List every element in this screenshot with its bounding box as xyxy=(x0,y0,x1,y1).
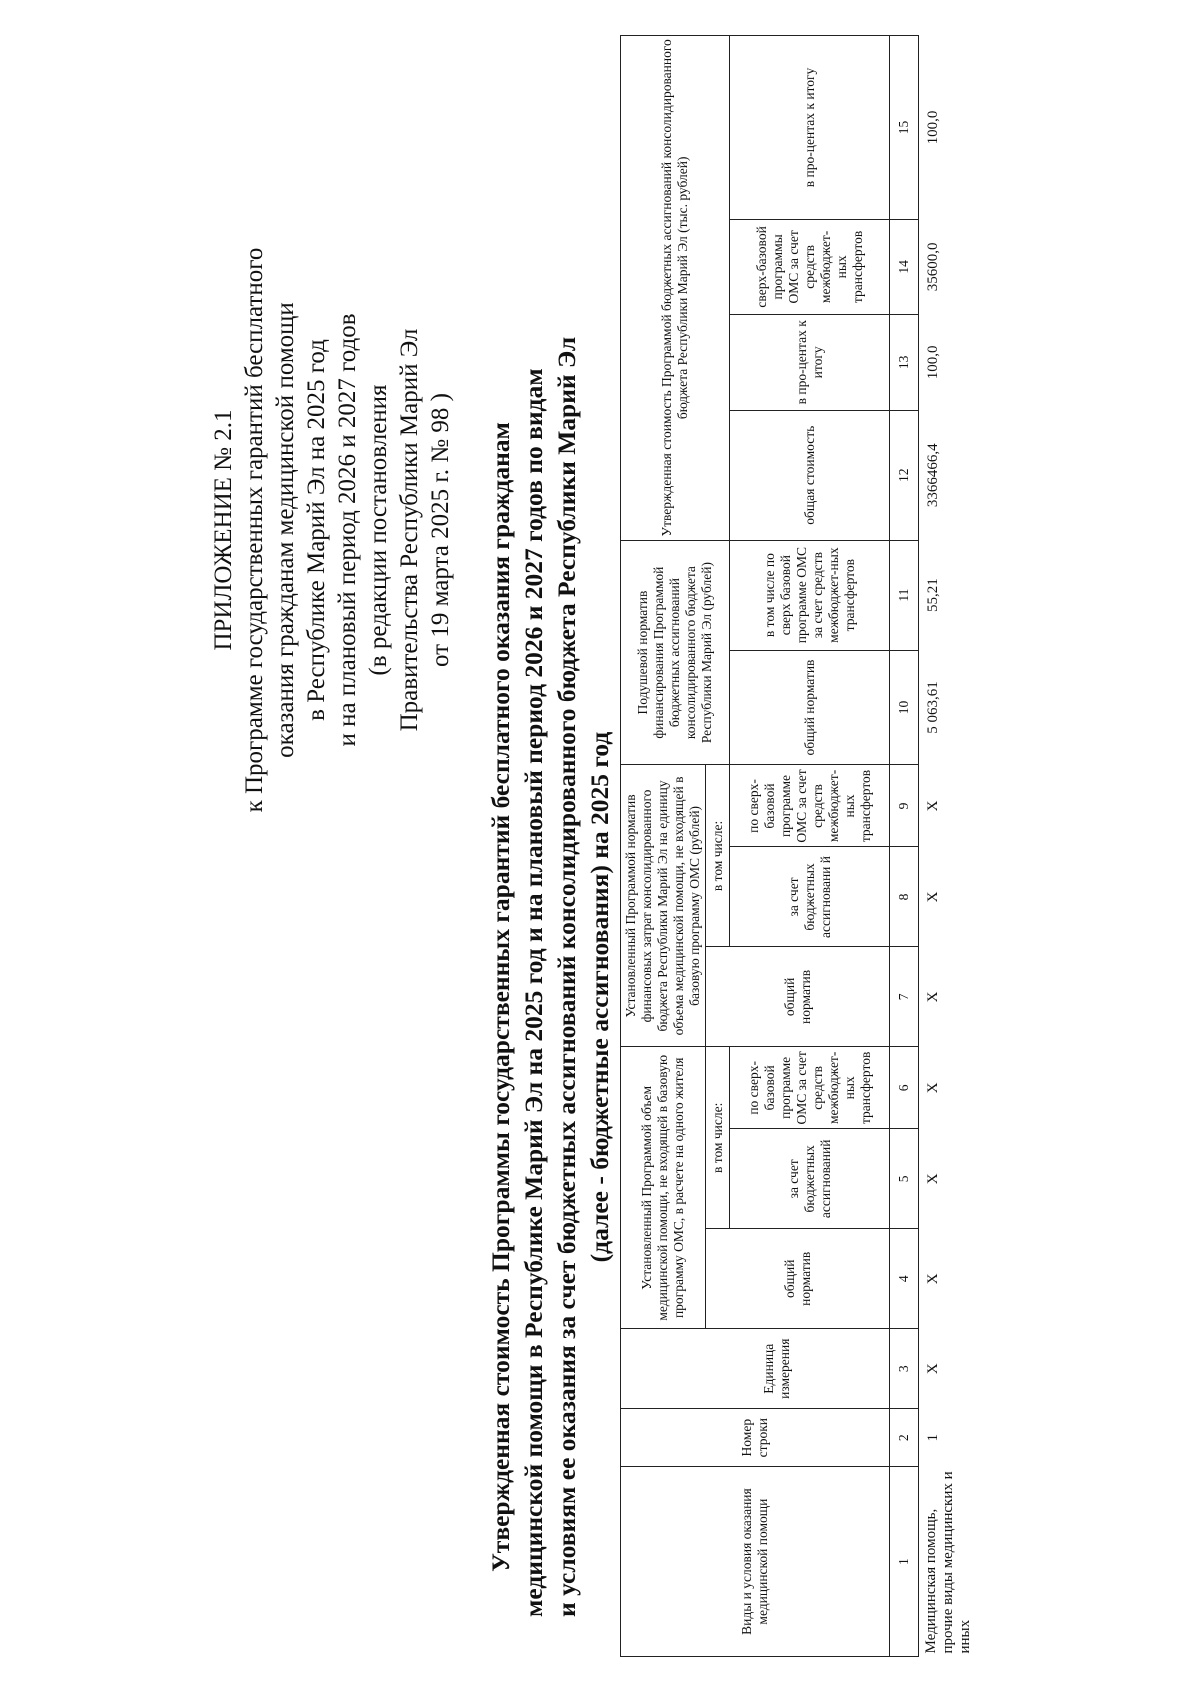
row-cell: 100,0 xyxy=(925,345,941,380)
header-volume-group: Установленный Программой объем медицинской помощи, не входящей в базовую программу ОМС, в расчете на одного жителя xyxy=(621,1047,706,1329)
header-approved-group: Утвержденная стоимость Программой бюджетных ассигнований консолидированного бюджета Республики Марий Эл (тыс. рублей) xyxy=(621,36,730,541)
row-cell: 1 xyxy=(925,1433,941,1442)
column-number: 15 xyxy=(890,36,919,220)
header-unit: Единица измерения xyxy=(621,1329,890,1409)
header-total-norm-10: общий норматив xyxy=(730,650,890,765)
header-types-conditions: Виды и условия оказания медицинской помощи xyxy=(621,1467,890,1657)
header-percapita-group: Подушевой норматив финансирования Программой бюджетных ассигнований консолидированного бюджета Республики Марий Эл (рублей) xyxy=(621,540,730,765)
row-cell: Х xyxy=(925,1173,941,1185)
column-number: 2 xyxy=(890,1409,919,1467)
column-number: 9 xyxy=(890,765,919,847)
header-cost-group: Установленный Программой норматив финансовых затрат консолидированного бюджета Республики Марий Эл на единицу объема медицинской помощи, не входящей в базовую программу ОМС (рублей) xyxy=(621,765,706,1047)
annex-block xyxy=(208,150,456,910)
row-cell: Х xyxy=(925,991,941,1003)
header-including-4: в том числе: xyxy=(706,1047,730,1229)
header-including-7: в том числе: xyxy=(706,765,730,947)
header-percent-15: в про-центах к итогу xyxy=(730,36,890,220)
header-total-cost-12: общая стоимость xyxy=(730,410,890,540)
header-above-basic-6: по сверх-базовой программе ОМС за счет средств межбюджет-ных трансфертов xyxy=(730,1047,890,1129)
column-number: 13 xyxy=(890,314,919,410)
title-line: Утвержденная стоимость Программы государственных гарантий бесплатного оказания гражданам xyxy=(486,422,515,1572)
row-cell: Х xyxy=(925,1363,941,1375)
column-number: 12 xyxy=(890,410,919,540)
column-number: 8 xyxy=(890,847,919,947)
column-number: 7 xyxy=(890,947,919,1047)
header-above-basic-14: сверх-базовой программы ОМС за счет средств межбюджет-ных трансфертов xyxy=(730,219,890,314)
row-cell: Х xyxy=(925,1273,941,1285)
header-row-number: Номер строки xyxy=(621,1409,890,1467)
header-total-norm-7: общий норматив xyxy=(706,947,890,1047)
column-number: 10 xyxy=(890,650,919,765)
annex-line: к Программе государственных гарантий бесплатного xyxy=(241,247,268,813)
column-number: 6 xyxy=(890,1047,919,1129)
title-line: (далее - бюджетные ассигнования) на 2025 год xyxy=(585,731,614,1263)
header-total-norm-4: общий норматив xyxy=(706,1229,890,1329)
column-number: 11 xyxy=(890,540,919,650)
annex-line: ПРИЛОЖЕНИЕ № 2.1 xyxy=(210,409,237,651)
column-number-row xyxy=(890,36,919,1657)
annex-line: и на плановый период 2026 и 2027 годов xyxy=(334,313,361,747)
document-title xyxy=(484,336,616,1617)
column-number: 1 xyxy=(890,1467,919,1657)
header-budget-alloc-5: за счет бюджетных ассигнований xyxy=(730,1129,890,1229)
row-cell: 55,21 xyxy=(925,578,941,612)
annex-line: в Республике Марий Эл на 2025 год xyxy=(303,339,330,721)
header-above-basic-11: в том числе по сверх базовой программе ОМС за счет средств межбюджет-ных трансфертов xyxy=(730,540,890,650)
row-cell: 100,0 xyxy=(925,110,941,145)
column-number: 14 xyxy=(890,219,919,314)
row-label: Медицинская помощь, прочие виды медицинских и иных xyxy=(923,1471,973,1654)
row-cell: Х xyxy=(925,800,941,812)
annex-line: Правительства Республики Марий Эл xyxy=(396,328,423,732)
annex-line: (в редакции постановления xyxy=(365,384,392,676)
header-percent-13: в про-центах к итогу xyxy=(730,314,890,410)
annex-line: от 19 марта 2025 г. № 98 ) xyxy=(427,393,454,667)
column-number: 3 xyxy=(890,1329,919,1409)
row-cell: Х xyxy=(925,1082,941,1094)
row-cell: Х xyxy=(925,891,941,903)
annex-line: оказания гражданам медицинской помощи xyxy=(272,302,299,758)
title-line: и условиям ее оказания за счет бюджетных ассигнований консолидированного бюджета Республики Марий Эл xyxy=(552,336,581,1617)
header-above-basic-9: по сверх-базовой программе ОМС за счет средств межбюджет-ных трансфертов xyxy=(730,765,890,847)
cost-table xyxy=(620,35,987,1657)
column-number: 4 xyxy=(890,1229,919,1329)
row-cell: 35600,0 xyxy=(925,242,941,292)
header-budget-alloc-8: за счет бюджетных ассигновани й xyxy=(730,847,890,947)
column-number: 5 xyxy=(890,1129,919,1229)
row-cell: 3366466,4 xyxy=(925,443,941,508)
title-line: медицинской помощи в Республике Марий Эл на 2025 год и на плановый период 2026 и 2027 годов по видам xyxy=(519,368,548,1617)
row-cell: 5 063,61 xyxy=(925,681,941,734)
table-row xyxy=(919,36,988,1657)
